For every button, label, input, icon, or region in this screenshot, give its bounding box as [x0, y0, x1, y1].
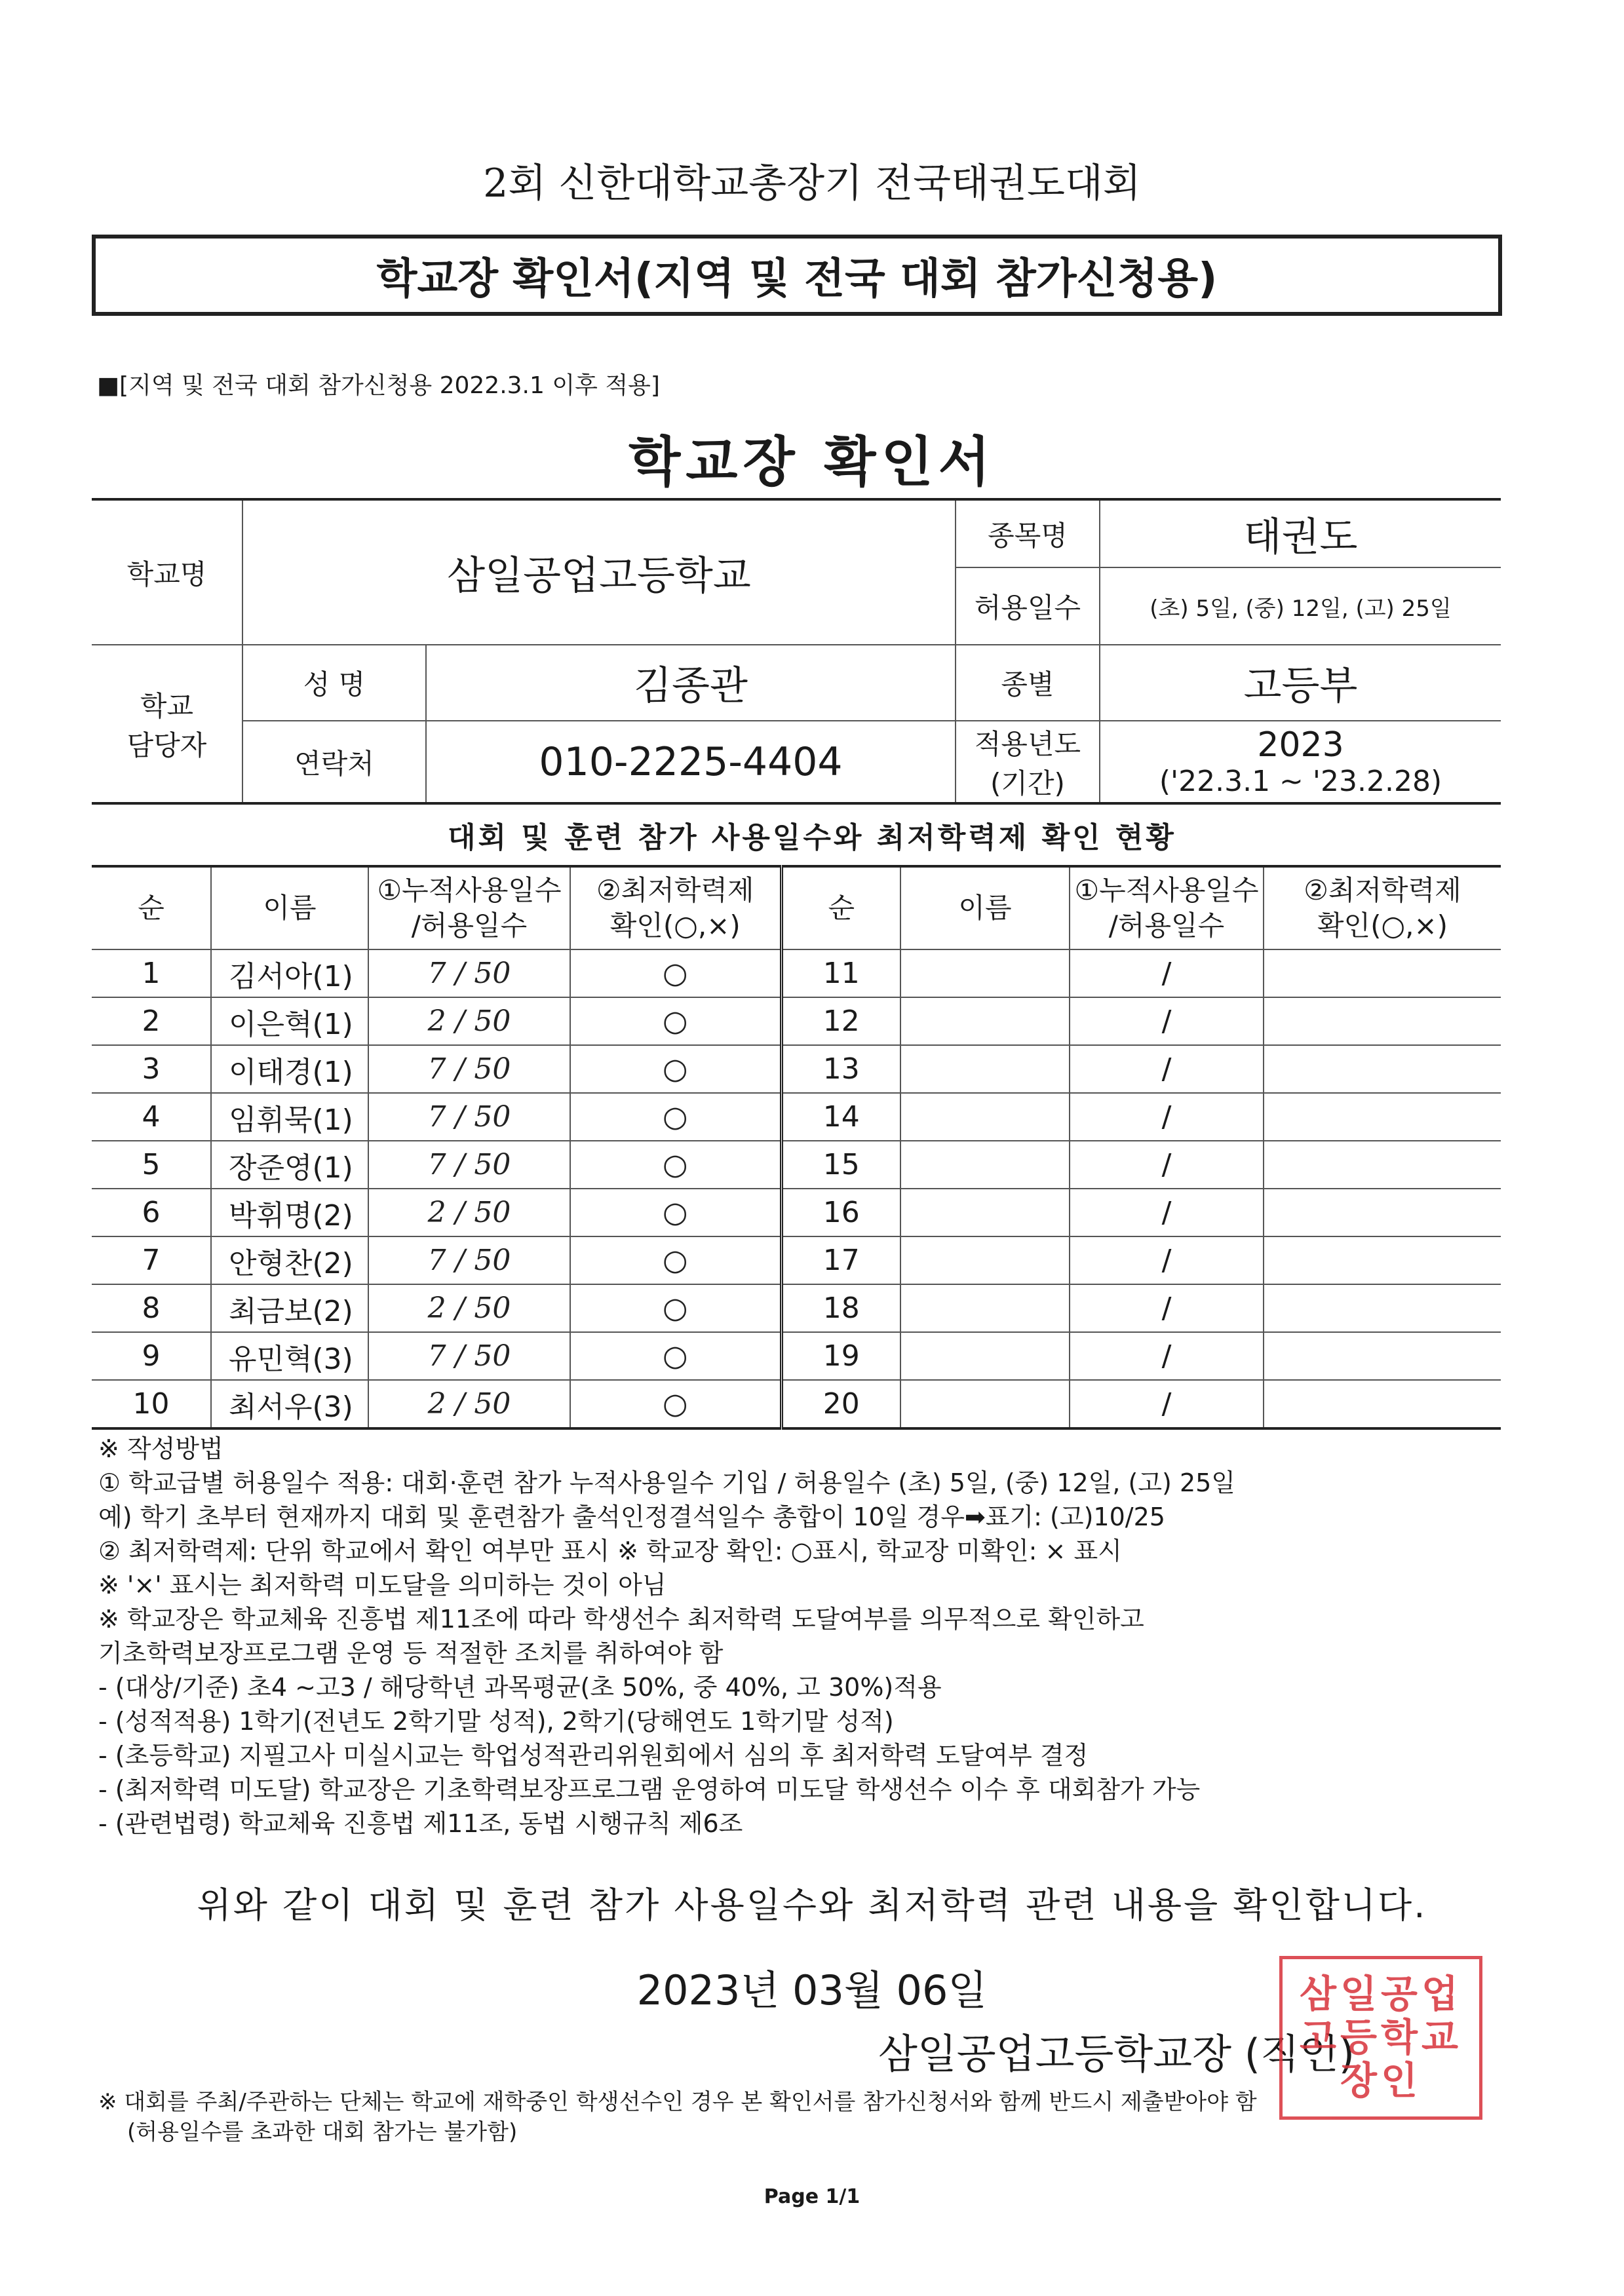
check-mark: [1264, 1093, 1501, 1141]
table-row: [92, 1380, 1501, 1428]
check-mark: [1264, 1045, 1501, 1093]
instruction-line: ※ '×' 표시는 최저학력 미도달을 의미하는 것이 아님: [98, 1571, 667, 1599]
row-no: 13: [781, 1045, 900, 1093]
student-name: 이태경(1): [211, 1045, 368, 1093]
row-no: 4: [92, 1093, 211, 1141]
header-days-line1: ①누적사용일수: [377, 874, 562, 906]
header-days-right: [1070, 866, 1264, 949]
instruction-line: - (초등학교) 지필고사 미실시교는 학업성적관리위원회에서 심의 후 최저학력 도달여부 결정: [98, 1741, 1089, 1770]
row-no: 16: [781, 1189, 900, 1236]
days-used: /: [1070, 1189, 1264, 1236]
row-no: 17: [781, 1236, 900, 1284]
instruction-line: - (성적적용) 1학기(전년도 2학기말 성적), 2학기(당해연도 1학기말 성적): [98, 1707, 894, 1736]
contact-person-label: [92, 645, 242, 803]
check-mark: ○: [570, 1045, 781, 1093]
check-mark: [1264, 1380, 1501, 1428]
instruction-line: - (최저학력 미도달) 학교장은 기초학력보장프로그램 운영하여 미도달 학생선수 이수 후 대회참가 가능: [98, 1775, 1201, 1804]
header-check-line2: 확인(○,×): [1317, 909, 1448, 942]
roster-table: [92, 865, 1501, 1430]
row-no: 3: [92, 1045, 211, 1093]
row-no: 12: [781, 997, 900, 1045]
row-no: 8: [92, 1284, 211, 1332]
student-name: [900, 1141, 1070, 1189]
header-no-right: 순: [781, 866, 900, 949]
student-name: 이은혁(1): [211, 997, 368, 1045]
contact-person-label-line2: 담당자: [126, 729, 207, 761]
principal-signature: 삼일공업고등학교장 (직인): [878, 2030, 1355, 2078]
days-used: 7 / 50: [368, 1045, 570, 1093]
check-mark: [1264, 1141, 1501, 1189]
days-used: 7 / 50: [368, 1332, 570, 1380]
days-used: /: [1070, 1236, 1264, 1284]
footnote-line1: ※ 대회를 주최/주관하는 단체는 학교에 재학중인 학생선수인 경우 본 확인서를 참가신청서와 함께 반드시 제출받아야 함: [98, 2089, 1257, 2115]
table-row: [92, 1284, 1501, 1332]
table-row: [92, 949, 1501, 997]
row-no: 7: [92, 1236, 211, 1284]
student-name: 박휘명(2): [211, 1189, 368, 1236]
instruction-line: - (대상/기준) 초4 ~고3 / 해당학년 과목평균(초 50%, 중 40%, 고 30%)적용: [98, 1673, 942, 1702]
seal-text: 삼일공업고등학교장인: [1299, 1972, 1463, 2103]
table-row: [92, 1332, 1501, 1380]
period-value: ('22.3.1 ~ '23.2.28): [1159, 765, 1442, 798]
official-seal: [1279, 1956, 1482, 2120]
row-no: 18: [781, 1284, 900, 1332]
days-used: /: [1070, 1284, 1264, 1332]
student-name: [900, 1236, 1070, 1284]
student-name: [900, 997, 1070, 1045]
days-used: 2 / 50: [368, 1189, 570, 1236]
row-no: 14: [781, 1093, 900, 1141]
header-days-line2: /허용일수: [1108, 909, 1225, 942]
header-no-left: 순: [92, 866, 211, 949]
days-used: 7 / 50: [368, 1141, 570, 1189]
instruction-line: ※ 학교장은 학교체육 진흥법 제11조에 따라 학생선수 최저학력 도달여부를 의무적으로 확인하고: [98, 1605, 1144, 1634]
days-used: 7 / 50: [368, 949, 570, 997]
page-number: Page 1/1: [764, 2185, 860, 2208]
document-title: 학교장 확인서: [628, 431, 996, 493]
header-check-right: [1264, 866, 1501, 949]
check-mark: ○: [570, 1141, 781, 1189]
applicability-note: ■[지역 및 전국 대회 참가신청용 2022.3.1 이후 적용]: [97, 372, 660, 399]
student-name: [900, 1380, 1070, 1428]
student-name: 김서아(1): [211, 949, 368, 997]
student-name: 최금보(2): [211, 1284, 368, 1332]
row-no: 1: [92, 949, 211, 997]
school-name: 삼일공업고등학교: [242, 499, 956, 645]
status-heading: 대회 및 훈련 참가 사용일수와 최저학력제 확인 현황: [448, 821, 1176, 854]
check-mark: [1264, 1332, 1501, 1380]
table-row: [92, 1141, 1501, 1189]
year-label-line1: 적용년도: [974, 727, 1081, 760]
days-used: /: [1070, 1141, 1264, 1189]
closing-statement: 위와 같이 대회 및 훈련 참가 사용일수와 최저학력 관련 내용을 확인합니다.: [197, 1885, 1427, 1926]
allowed-days-value: (초) 5일, (중) 12일, (고) 25일: [1100, 567, 1501, 645]
days-used: /: [1070, 949, 1264, 997]
row-no: 10: [92, 1380, 211, 1428]
student-name: [900, 1093, 1070, 1141]
footnote: [98, 2087, 1257, 2147]
sport-label: 종목명: [956, 499, 1100, 567]
issue-date: 2023년 03월 06일: [636, 1966, 988, 2014]
days-used: /: [1070, 1045, 1264, 1093]
header-check-line1: ②최저학력제: [596, 874, 754, 906]
check-mark: ○: [570, 1093, 781, 1141]
days-used: 7 / 50: [368, 1093, 570, 1141]
check-mark: ○: [570, 1380, 781, 1428]
header-days-left: [368, 866, 570, 949]
student-name: 안형찬(2): [211, 1236, 368, 1284]
year-label-line2: (기간): [990, 767, 1065, 799]
header-check-line2: 확인(○,×): [609, 909, 741, 942]
instruction-line: 예) 학기 초부터 현재까지 대회 및 훈련참가 출석인정결석일수 총합이 10일 경우➡표기: (고)10/25: [98, 1502, 1165, 1531]
division-value: 고등부: [1100, 645, 1501, 721]
row-no: 6: [92, 1189, 211, 1236]
days-used: 2 / 50: [368, 1284, 570, 1332]
student-name: [900, 949, 1070, 997]
check-mark: [1264, 1189, 1501, 1236]
row-no: 2: [92, 997, 211, 1045]
header-check-line1: ②최저학력제: [1304, 874, 1461, 906]
check-mark: ○: [570, 1284, 781, 1332]
instructions-heading: ※ 작성방법: [98, 1434, 223, 1463]
check-mark: ○: [570, 997, 781, 1045]
year-label: [956, 721, 1100, 803]
row-no: 11: [781, 949, 900, 997]
days-used: /: [1070, 1093, 1264, 1141]
instruction-line: ② 최저학력제: 단위 학교에서 확인 여부만 표시 ※ 학교장 확인: ○표시, 학교장 미확인: × 표시: [98, 1537, 1122, 1565]
row-no: 9: [92, 1332, 211, 1380]
check-mark: [1264, 949, 1501, 997]
phone-label: 연락처: [242, 721, 426, 803]
allowed-days-label: 허용일수: [956, 567, 1100, 645]
student-name: 유민혁(3): [211, 1332, 368, 1380]
student-name: [900, 1332, 1070, 1380]
check-mark: [1264, 1284, 1501, 1332]
days-used: 7 / 50: [368, 1236, 570, 1284]
table-row: [92, 997, 1501, 1045]
table-row: [92, 1045, 1501, 1093]
row-no: 19: [781, 1332, 900, 1380]
student-name: 임휘묵(1): [211, 1093, 368, 1141]
school-info-table: [92, 498, 1501, 805]
event-title: 2회 신한대학교총장기 전국태권도대회: [483, 161, 1141, 206]
check-mark: ○: [570, 1236, 781, 1284]
instruction-line: - (관련법령) 학교체육 진흥법 제11조, 동법 시행규칙 제6조: [98, 1809, 743, 1838]
contact-name: 김종관: [426, 645, 956, 721]
header-name-left: 이름: [211, 866, 368, 949]
row-no: 15: [781, 1141, 900, 1189]
header-name-right: 이름: [900, 866, 1070, 949]
row-no: 20: [781, 1380, 900, 1428]
days-used: /: [1070, 997, 1264, 1045]
check-mark: [1264, 997, 1501, 1045]
sport-value: 태권도: [1100, 499, 1501, 567]
footnote-line2: (허용일수를 초과한 대회 참가는 불가함): [127, 2119, 518, 2145]
table-row: [92, 1236, 1501, 1284]
check-mark: [1264, 1236, 1501, 1284]
contact-person-label-line1: 학교: [140, 689, 194, 722]
header-days-line1: ①누적사용일수: [1074, 874, 1259, 906]
student-name: 최서우(3): [211, 1380, 368, 1428]
table-row: [92, 1093, 1501, 1141]
year-value: 2023: [1257, 725, 1344, 765]
check-mark: ○: [570, 949, 781, 997]
header-check-left: [570, 866, 781, 949]
year-cell: [1100, 721, 1501, 803]
row-no: 5: [92, 1141, 211, 1189]
division-label: 종별: [956, 645, 1100, 721]
instruction-line: ① 학교급별 허용일수 적용: 대회·훈련 참가 누적사용일수 기입 / 허용일수 (초) 5일, (중) 12일, (고) 25일: [98, 1468, 1236, 1497]
header-days-line2: /허용일수: [411, 909, 528, 942]
student-name: [900, 1189, 1070, 1236]
student-name: [900, 1045, 1070, 1093]
check-mark: ○: [570, 1189, 781, 1236]
student-name: 장준영(1): [211, 1141, 368, 1189]
days-used: 2 / 50: [368, 1380, 570, 1428]
table-row: [92, 1189, 1501, 1236]
check-mark: ○: [570, 1332, 781, 1380]
name-label: 성 명: [242, 645, 426, 721]
school-label: 학교명: [92, 499, 242, 645]
instruction-line: 기초학력보장프로그램 운영 등 적절한 조치를 취하여야 함: [98, 1639, 724, 1668]
phone-value: 010-2225-4404: [426, 721, 956, 803]
student-name: [900, 1284, 1070, 1332]
banner-title: 학교장 확인서(지역 및 전국 대회 참가신청용): [92, 235, 1502, 316]
days-used: /: [1070, 1332, 1264, 1380]
days-used: /: [1070, 1380, 1264, 1428]
days-used: 2 / 50: [368, 997, 570, 1045]
